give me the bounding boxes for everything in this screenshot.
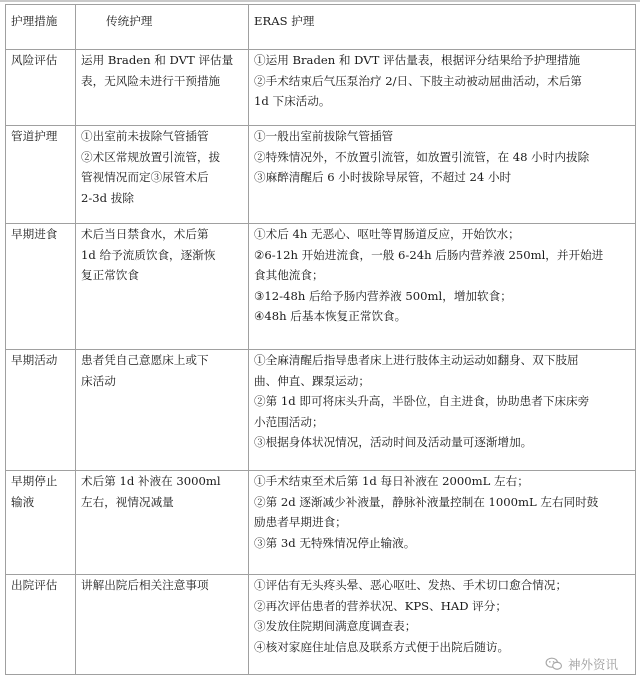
eras-cell bbox=[249, 471, 636, 575]
watermark bbox=[545, 655, 618, 673]
table-row bbox=[6, 350, 636, 471]
table-row bbox=[6, 471, 636, 575]
eras-cell bbox=[249, 126, 636, 224]
eras-line: ③麻醉清醒后 6 小时拔除导尿管，不超过 24 小时 bbox=[254, 170, 512, 184]
eras-line: ①评估有无头疼头晕、恶心呕吐、发热、手术切口愈合情况； bbox=[254, 578, 568, 592]
traditional-cell bbox=[76, 350, 249, 471]
eras-line: ①术后 4h 无恶心、呕吐等胃肠道反应，开始饮水； bbox=[254, 227, 520, 241]
table-row bbox=[6, 575, 636, 675]
table-row bbox=[6, 50, 636, 126]
traditional-line: ①出室前未拔除气管插管 bbox=[81, 129, 209, 143]
traditional-line: 2-3d 拔除 bbox=[81, 190, 134, 205]
eras-line: ③根据身体状况情况，活动时间及活动量可逐渐增加。 bbox=[254, 435, 533, 449]
measure-cell: 出院评估 bbox=[6, 575, 76, 675]
eras-line: ①运用 Braden 和 DVT 评估量表，根据评分结果给予护理措施 bbox=[254, 53, 581, 67]
eras-cell bbox=[249, 50, 636, 126]
eras-line: 小范围活动； bbox=[254, 414, 324, 429]
traditional-cell bbox=[76, 50, 249, 126]
eras-line: ②6-12h 开始进流食，一般 6-24h 后肠内营养液 250ml，并开始进 bbox=[254, 247, 604, 262]
eras-line: ②第 1d 即可将床头升高，半卧位，自主进食，协助患者下床床旁 bbox=[254, 394, 590, 408]
eras-line: 励患者早期进食； bbox=[254, 515, 347, 529]
traditional-cell bbox=[76, 224, 249, 350]
traditional-cell bbox=[76, 575, 249, 675]
care-comparison-table bbox=[5, 4, 636, 675]
eras-line: 食其他流食； bbox=[254, 268, 324, 282]
traditional-line: 讲解出院后相关注意事项 bbox=[81, 578, 209, 592]
eras-line: ②特殊情况外，不放置引流管，如放置引流管，在 48 小时内拔除 bbox=[254, 149, 590, 164]
wechat-icon bbox=[545, 657, 563, 671]
eras-line: ③12-48h 后给予肠内营养液 500ml，增加软食； bbox=[254, 288, 512, 303]
eras-line: ①一般出室前拔除气管插管 bbox=[254, 129, 394, 143]
eras-line: 曲、伸直、踝泵运动； bbox=[254, 373, 370, 388]
measure-cell: 风险评估 bbox=[6, 50, 76, 126]
traditional-cell bbox=[76, 126, 249, 224]
traditional-line: 术后当日禁食水，术后第 bbox=[81, 227, 209, 241]
traditional-line: 表，无风险未进行干预措施 bbox=[81, 73, 221, 88]
eras-line: ④48h 后基本恢复正常饮食。 bbox=[254, 309, 407, 323]
traditional-line: 术后第 1d 补液在 3000ml bbox=[81, 474, 221, 488]
measure-cell: 早期活动 bbox=[6, 350, 76, 471]
traditional-line: 患者凭自己意愿床上或下 bbox=[81, 353, 209, 367]
eras-line: ②手术结束后气压泵治疗 2/日、下肢主动被动屈曲活动，术后第 bbox=[254, 73, 583, 88]
traditional-cell bbox=[76, 471, 249, 575]
table-header-row bbox=[6, 5, 636, 50]
eras-cell bbox=[249, 350, 636, 471]
measure-cell: 管道护理 bbox=[6, 126, 76, 224]
eras-line: ②再次评估患者的营养状况、KPS、HAD 评分； bbox=[254, 598, 507, 613]
top-divider bbox=[0, 0, 640, 2]
header-measure: 护理措施 bbox=[6, 5, 76, 50]
table-row bbox=[6, 224, 636, 350]
traditional-line: 1d 给予流质饮食，逐渐恢 bbox=[81, 247, 216, 262]
traditional-line: 左右，视情况减量 bbox=[81, 494, 174, 509]
eras-line: ①手术结束至术后第 1d 每日补液在 2000mL 左右； bbox=[254, 474, 529, 488]
eras-line: 1d 下床活动。 bbox=[254, 94, 331, 108]
eras-line: ③第 3d 无特殊情况停止输液。 bbox=[254, 535, 416, 550]
measure-cell: 早期进食 bbox=[6, 224, 76, 350]
eras-line: ③发放住院期间满意度调查表； bbox=[254, 619, 417, 633]
eras-cell bbox=[249, 224, 636, 350]
watermark-text: 神外资讯 bbox=[567, 657, 618, 672]
eras-line: ②第 2d 逐渐减少补液量，静脉补液量控制在 1000mL 左右同时鼓 bbox=[254, 494, 599, 509]
eras-line: ①全麻清醒后指导患者床上进行肢体主动运动如翻身、双下肢屈 bbox=[254, 353, 579, 367]
traditional-line: 床活动 bbox=[81, 373, 116, 388]
header-eras: ERAS 护理 bbox=[249, 5, 636, 50]
table-row bbox=[6, 126, 636, 224]
traditional-line: 运用 Braden 和 DVT 评估量 bbox=[81, 53, 234, 67]
eras-line: ④核对家庭住址信息及联系方式便于出院后随访。 bbox=[254, 639, 510, 654]
measure-cell: 早期停止 输液 bbox=[6, 471, 76, 575]
traditional-line: ②术区常规放置引流管，拔 bbox=[81, 149, 221, 164]
header-traditional: 传统护理 bbox=[76, 5, 249, 50]
traditional-line: 管视情况而定③尿管术后 bbox=[81, 170, 209, 184]
traditional-line: 复正常饮食 bbox=[81, 268, 139, 282]
